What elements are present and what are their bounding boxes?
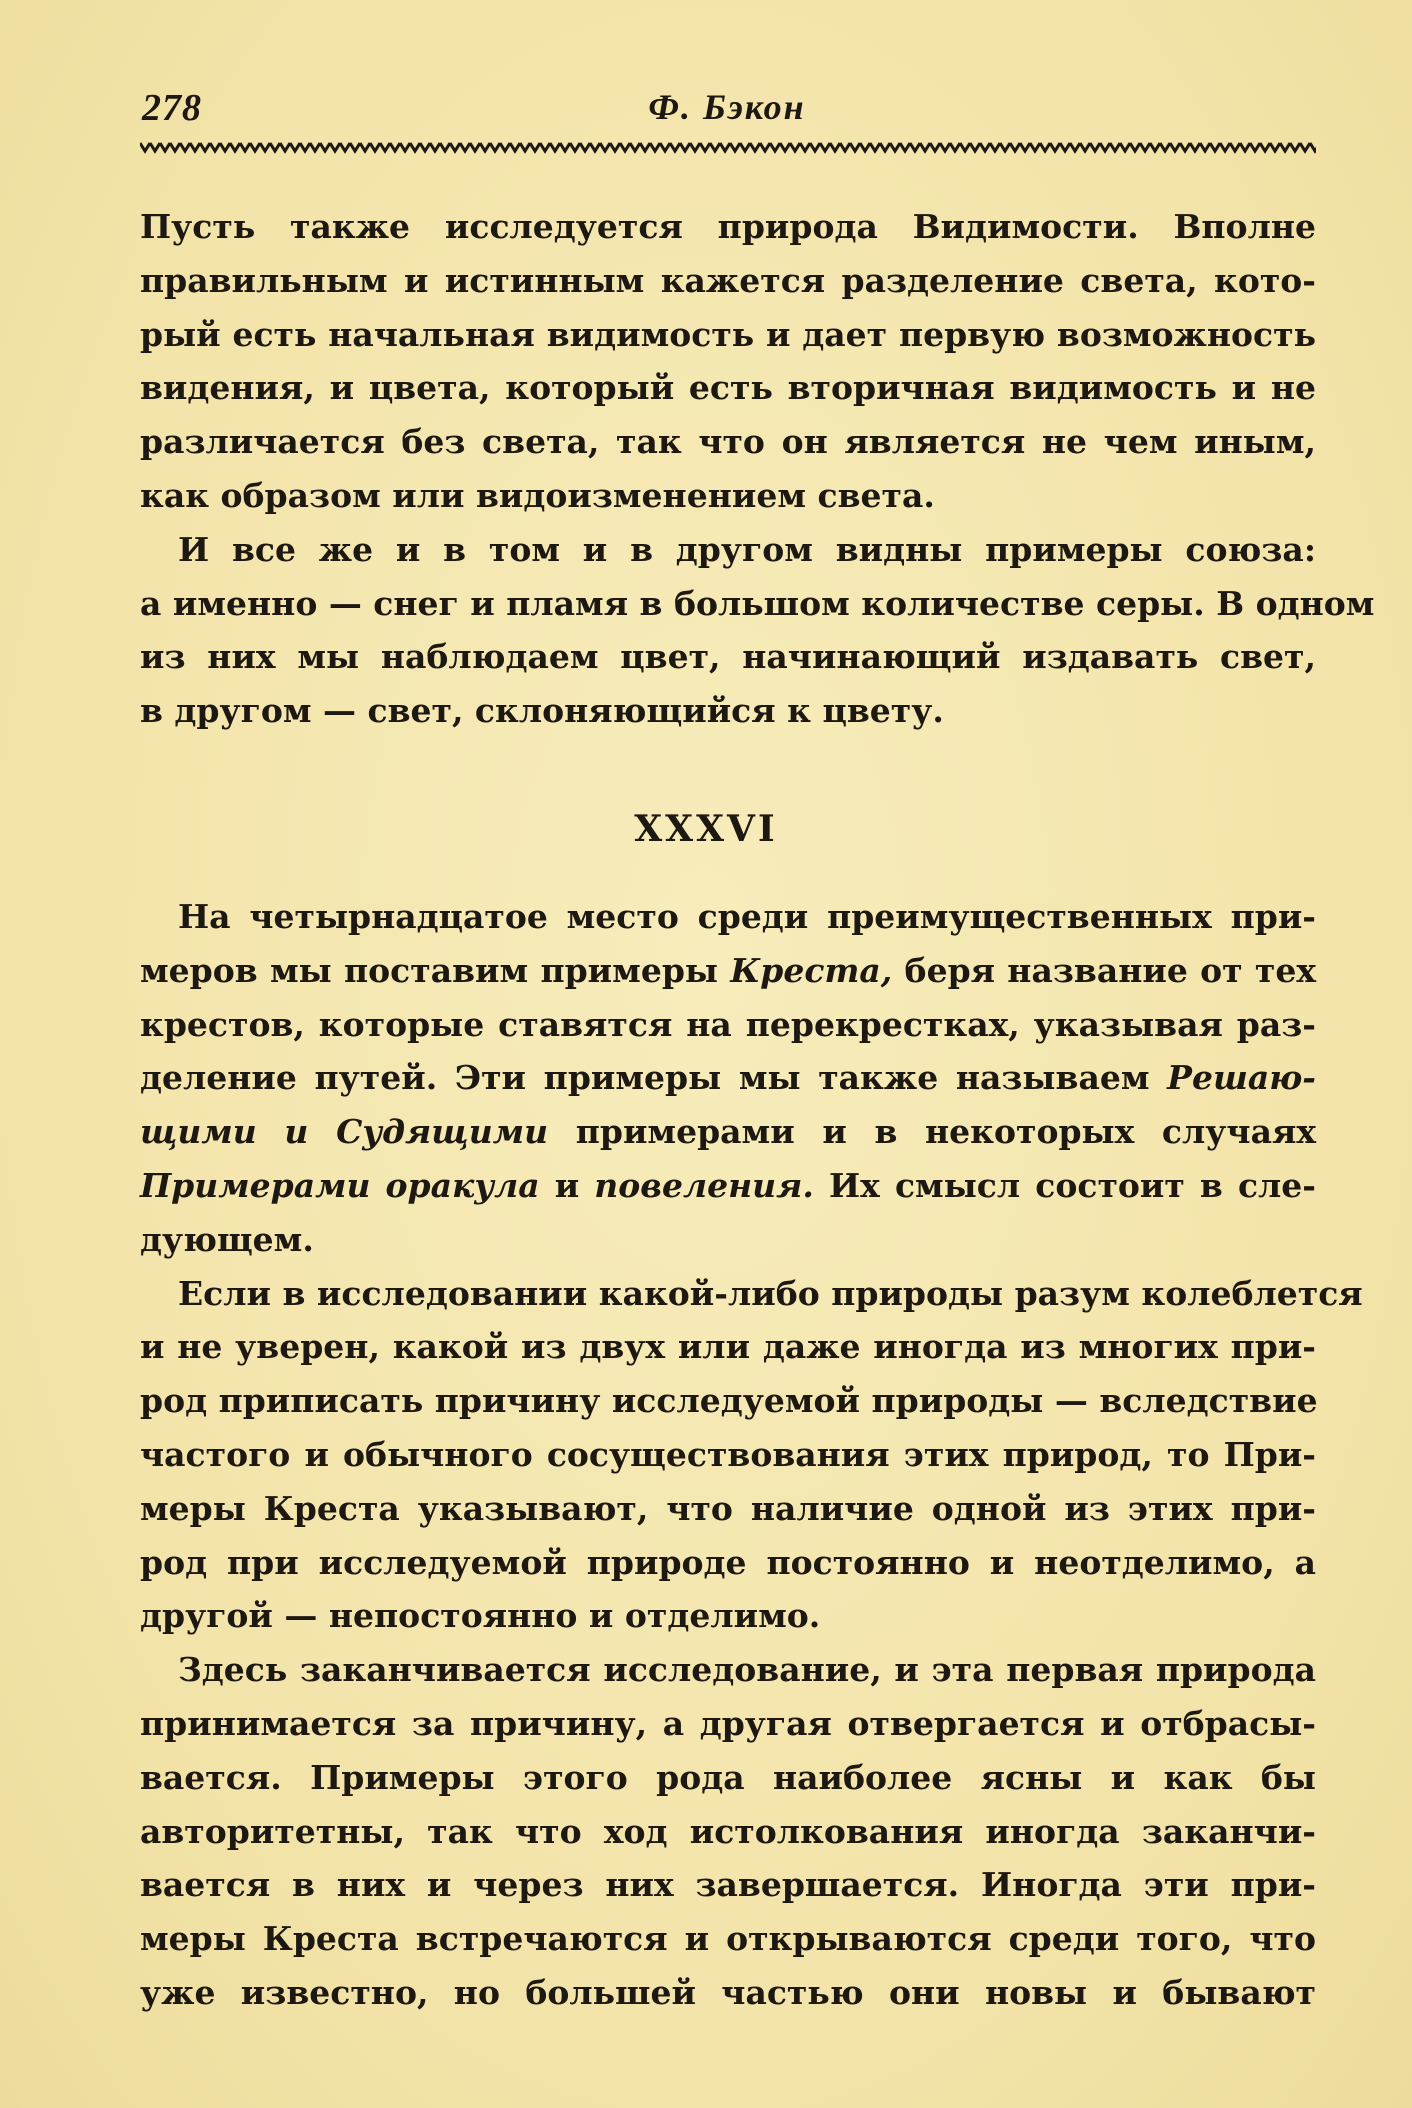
text-line: меры Креста указывают, что наличие одной из этих при- — [140, 1488, 1316, 1528]
text-line: род приписать причину исследуемой природы — вследствие — [140, 1381, 1318, 1421]
text-line: На четырнадцатое место среди преимущественных при- — [178, 897, 1316, 936]
text-line: Здесь заканчивается исследование, и эта первая природа — [178, 1650, 1316, 1690]
page-number: 278 — [142, 87, 202, 129]
text-line: в другом — свет, склоняющийся к цвету. — [140, 691, 944, 731]
paragraph-visibility — [140, 200, 1375, 738]
text-run: беря название от тех — [892, 950, 1317, 990]
text-run: деление путей. Эти примеры мы также называем — [140, 1058, 1168, 1098]
text-run: и — [539, 1165, 595, 1205]
text-line: и не уверен, какой из двух или даже иногда из многих при- — [140, 1327, 1316, 1367]
section-heading: XXXVI — [634, 808, 778, 850]
text-line: Если в исследовании какой-либо природы разум колеблется — [178, 1273, 1363, 1313]
text-line: из них мы наблюдаем цвет, начинающий издавать свет, — [140, 637, 1316, 677]
text-line: вается в них и через них завершается. Иногда эти при- — [140, 1865, 1316, 1905]
italic-term: щими и Судящими — [140, 1112, 549, 1152]
text-line: правильным и истинным кажется разделение света, кото- — [140, 260, 1316, 300]
running-head: Ф. Бэкон — [648, 87, 806, 127]
text-line: рый есть начальная видимость и дает первую возможность — [140, 314, 1316, 354]
italic-term: Креста, — [730, 950, 893, 990]
text-line: И все же и в том и в другом видны примеры союза: — [178, 529, 1316, 569]
text-line: крестов, которые ставятся на перекрестках, указывая раз- — [140, 1004, 1316, 1044]
text-line: вается. Примеры этого рода наиболее ясны и как бы — [140, 1757, 1316, 1797]
text-line: как образом или видоизменением света. — [140, 475, 935, 515]
text-line: уже известно, но большей частью они новы и бывают — [140, 1972, 1316, 2012]
text-line — [140, 1159, 1316, 1213]
text-run: меров мы поставим примеры — [140, 950, 731, 990]
text-line — [140, 944, 1316, 998]
text-line: видения, и цвета, который есть вторичная видимость и не — [140, 368, 1316, 408]
text-line — [140, 1051, 1316, 1105]
paragraph-cross-instances — [140, 890, 1363, 2020]
text-line: дующем. — [140, 1219, 314, 1259]
text-line: а именно — снег и пламя в большом количестве серы. В одном — [140, 583, 1375, 623]
text-line: меры Креста встречаются и открываются среди того, что — [140, 1919, 1316, 1959]
text-line: другой — непостоянно и отделимо. — [140, 1596, 821, 1636]
text-line: Пусть также исследуется природа Видимости. Вполне — [140, 207, 1316, 246]
italic-term: повеления. — [594, 1165, 814, 1205]
italic-term: Решаю- — [1167, 1058, 1316, 1098]
text-line: частого и обычного сосуществования этих природ, то При- — [140, 1434, 1316, 1474]
text-line: различается без света, так что он является не чем иным, — [140, 422, 1316, 462]
text-line: род при исследуемой природе постоянно и неотделимо, а — [140, 1542, 1316, 1582]
text-line — [140, 1105, 1316, 1159]
italic-term: Примерами оракула — [140, 1165, 540, 1205]
text-line: принимается за причину, а другая отвергается и отбрасы- — [140, 1703, 1316, 1743]
text-run: примерами и в некоторых случаях — [548, 1112, 1317, 1152]
ornamental-rule — [140, 140, 1316, 154]
page-header — [142, 78, 1312, 138]
text-run: Их смысл состоит в сле- — [813, 1165, 1316, 1205]
text-line: авторитетны, так что ход истолкования иногда заканчи- — [140, 1811, 1316, 1851]
